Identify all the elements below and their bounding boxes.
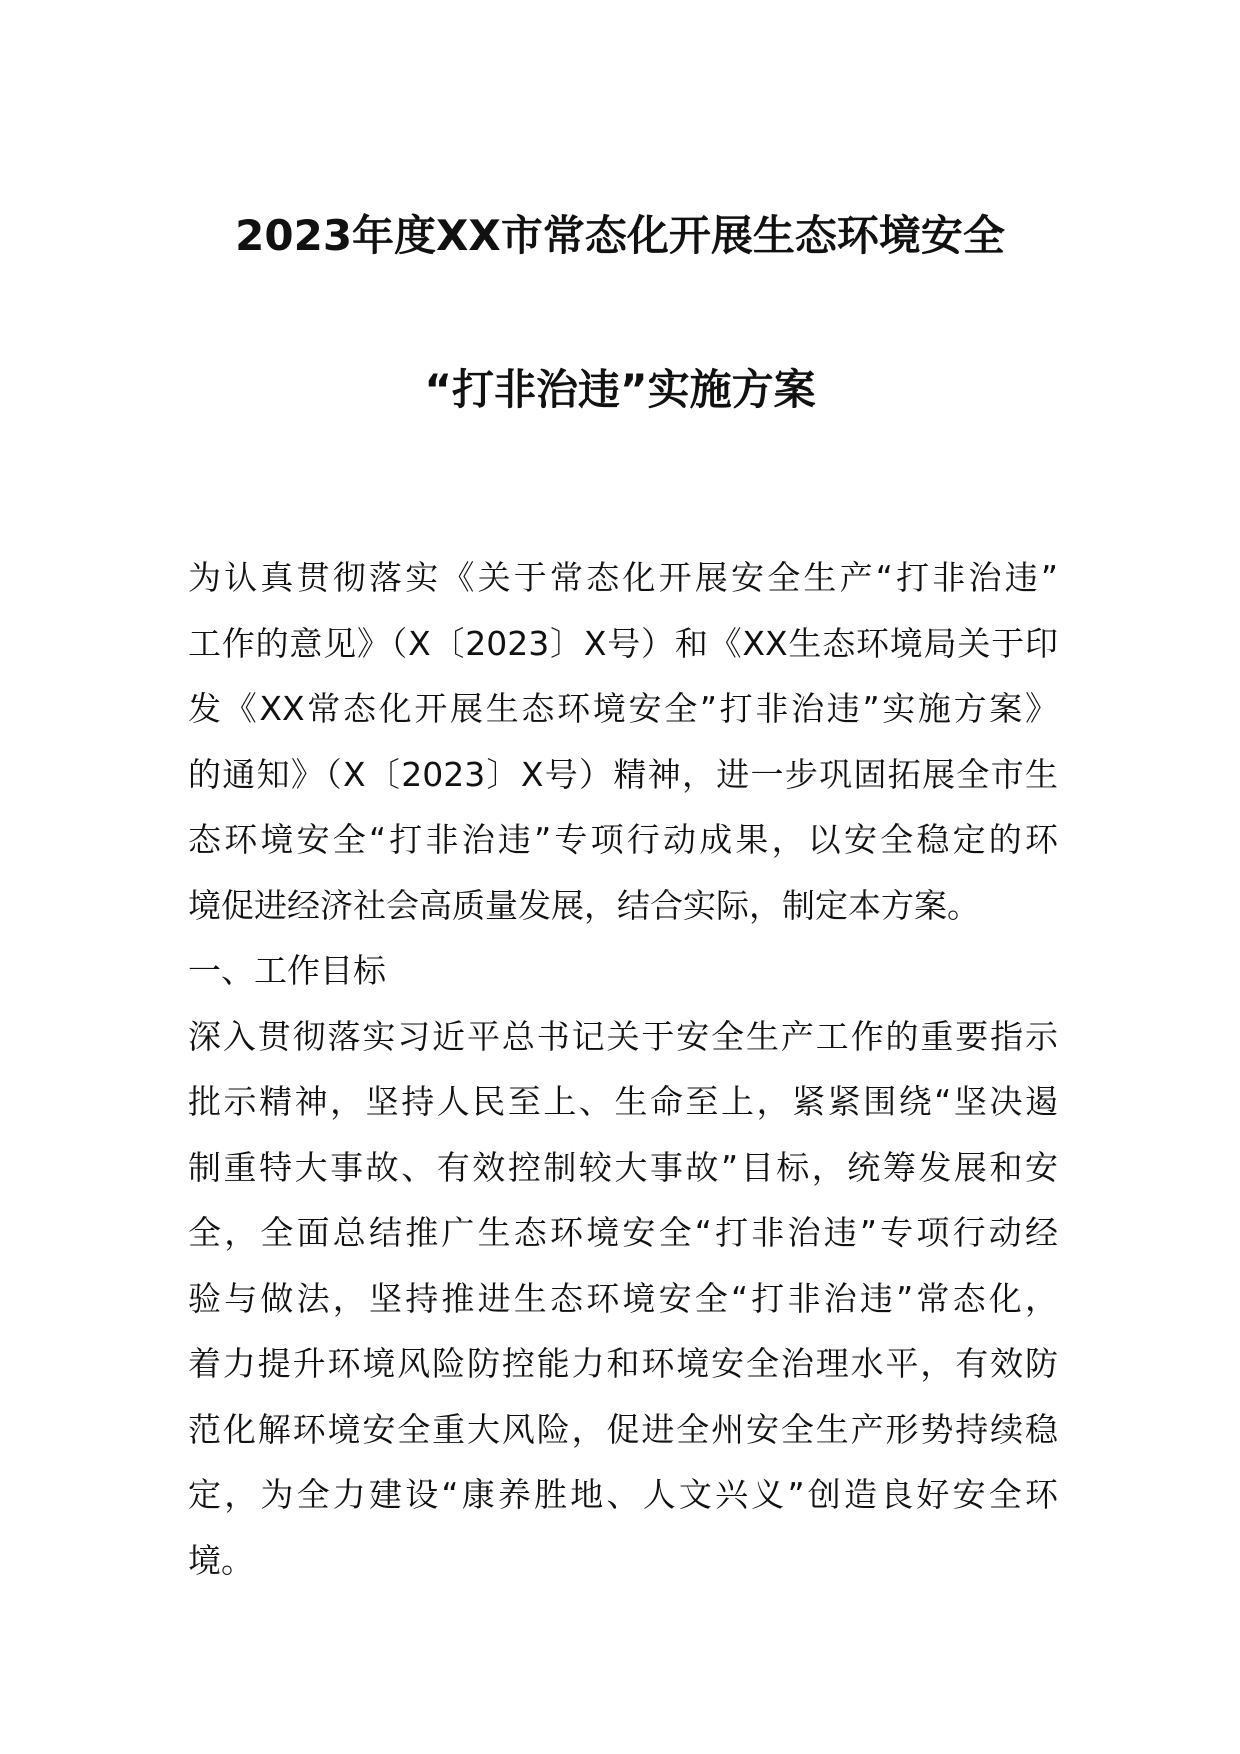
paragraph-line: 为认真贯彻落实《关于常态化开展安全生产“打非治违” xyxy=(188,558,1058,597)
work-goal-paragraph xyxy=(188,1004,1058,1594)
section-heading-work-goal xyxy=(188,938,1058,1004)
paragraph-line: 境促进经济社会高质量发展，结合实际，制定本方案。 xyxy=(188,885,980,925)
paragraph-line: 全，全面总结推广生态环境安全“打非治违”专项行动经 xyxy=(188,1213,1058,1252)
paragraph-line: 工作的意见》（X〔2023〕X号）和《XX生态环境局关于印 xyxy=(188,623,1058,663)
paragraph-line: 发《XX常态化开展生态环境安全”打非治违”实施方案》 xyxy=(188,689,1058,728)
document-body xyxy=(188,545,1058,1593)
paragraph-line: 的通知》（X〔2023〕X号）精神，进一步巩固拓展全市生 xyxy=(188,754,1058,794)
paragraph-line: 批示精神，坚持人民至上、生命至上，紧紧围绕“坚决遏 xyxy=(188,1082,1058,1121)
section-heading: 一、工作目标 xyxy=(188,951,386,990)
paragraph-line: 态环境安全“打非治违”专项行动成果，以安全稳定的环 xyxy=(188,820,1058,859)
paragraph-line: 着力提升环境风险防控能力和环境安全治理水平，有效防 xyxy=(188,1344,1058,1383)
intro-paragraph xyxy=(188,545,1058,938)
paragraph-line: 定，为全力建设“康养胜地、人文兴义”创造良好安全环 xyxy=(188,1475,1058,1514)
paragraph-line: 制重特大事故、有效控制较大事故”目标，统筹发展和安 xyxy=(188,1147,1058,1187)
document-title-line-1: 2023年度XX市常态化开展生态环境安全 xyxy=(235,211,1005,260)
paragraph-line: 验与做法，坚持推进生态环境安全“打非治违”常态化， xyxy=(188,1278,1058,1318)
paragraph-line: 范化解环境安全重大风险，促进全州安全生产形势持续稳 xyxy=(188,1409,1058,1449)
document-title-line-2: “打非治违”实施方案 xyxy=(424,365,816,414)
paragraph-line: 深入贯彻落实习近平总书记关于安全生产工作的重要指示 xyxy=(188,1016,1058,1056)
paragraph-line: 境。 xyxy=(188,1540,254,1580)
